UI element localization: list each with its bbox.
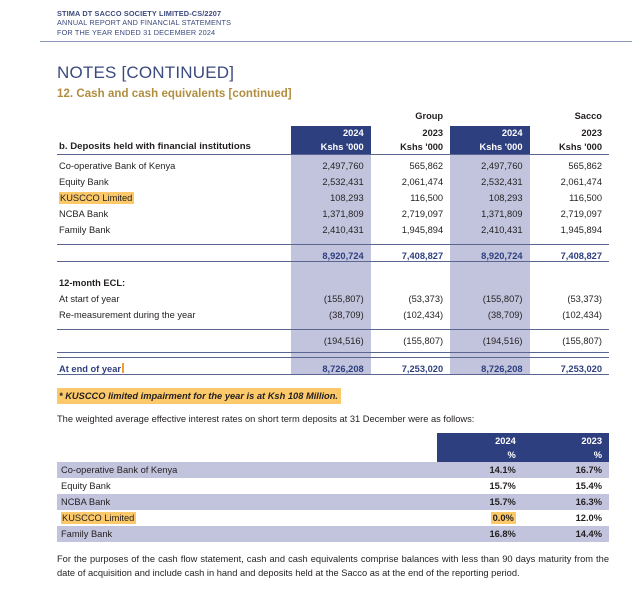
spacer-row — [57, 235, 609, 245]
ecl-sacco-2023: (53,373) — [567, 293, 602, 304]
spacer-cell — [57, 261, 291, 271]
ecl-caption-blank-2 — [530, 271, 609, 288]
kuscco-rate-highlight: 0.0% — [492, 513, 514, 524]
rates-row-2023: 15.4% — [523, 478, 609, 494]
ecl-row-label: Re-measurement during the year — [59, 309, 196, 320]
spacer-cell — [57, 235, 291, 245]
rates-row — [57, 494, 609, 510]
row-label: Family Bank — [59, 224, 111, 235]
spacer-row — [57, 320, 609, 330]
sacco-2024-units: Kshs '000 — [450, 140, 529, 155]
spacer-cell — [371, 320, 450, 330]
table-year-header-row — [57, 126, 609, 140]
row-group-2023: 1,945,894 — [401, 224, 444, 235]
year-header-blank — [57, 126, 291, 140]
ecl-subtotal-label — [57, 329, 291, 346]
row-group-2023: 116,500 — [410, 192, 444, 203]
ecl-subtotal-sacco-2024: (194,516) — [450, 329, 529, 346]
row-group-2023: 2,719,097 — [401, 208, 444, 219]
rates-row-2023: 12.0% — [523, 510, 609, 526]
subtotal-sacco-2024: 8,920,724 — [450, 244, 529, 261]
rates-row — [57, 526, 609, 542]
ecl-sacco-2024: (38,709) — [450, 304, 529, 320]
ecl-row-label: At start of year — [59, 293, 120, 304]
end-of-year-sacco-2023: 7,253,020 — [530, 357, 609, 374]
row-sacco-2023: 2,061,474 — [560, 176, 602, 187]
row-group-2024: 2,497,760 — [291, 154, 370, 171]
spacer-cell — [371, 261, 450, 271]
rates-row-2023: 16.3% — [523, 494, 609, 510]
rates-2023-unit: % — [523, 448, 609, 462]
rates-row-2024: 14.1% — [437, 462, 523, 478]
ecl-caption: 12-month ECL: — [59, 277, 126, 288]
rates-row-label: Family Bank — [57, 526, 437, 542]
row-sacco-2024: 2,410,431 — [450, 219, 529, 235]
spacer-cell — [57, 320, 291, 330]
rates-row-label: Equity Bank — [57, 478, 437, 494]
spacer-cell — [530, 261, 609, 271]
row-group-2024: 2,410,431 — [291, 219, 370, 235]
row-label — [57, 187, 291, 203]
rates-header-blank — [57, 433, 437, 448]
table-row-kuscco — [57, 187, 609, 203]
page-title: NOTES [CONTINUED] — [57, 62, 235, 82]
row-group-2023: 2,061,474 — [401, 176, 444, 187]
ecl-group-2024: (155,807) — [291, 288, 370, 304]
rates-2023-year: 2023 — [523, 433, 609, 448]
table-row — [57, 203, 609, 219]
rates-row-2023: 16.7% — [523, 462, 609, 478]
note-subtitle: 12. Cash and cash equivalents [continued] — [57, 87, 292, 100]
rates-row — [57, 478, 609, 494]
spacer-cell-tint — [450, 261, 529, 271]
spacer-cell — [371, 235, 450, 245]
closing-paragraph: For the purposes of the cash flow statement, cash and cash equivalents comprise balances with less than 90 days maturity from the date of acquisition and include cash in hand and deposits held at the Sacco as at the end of the reporting period. — [57, 554, 609, 578]
group-label: Group — [415, 110, 444, 121]
spacer-cell — [530, 320, 609, 330]
spacer-cell — [530, 235, 609, 245]
superheader-spacer-3 — [450, 111, 529, 126]
rates-row-2024: 15.7% — [437, 478, 523, 494]
rates-unit-header-row — [57, 448, 609, 462]
group-2023-units: Kshs '000 — [371, 140, 450, 155]
kuscco-highlight: KUSCCO Limited — [60, 192, 133, 203]
ecl-caption-tint — [291, 271, 370, 288]
subtotal-label — [57, 244, 291, 261]
row-group-2024: 2,532,431 — [291, 171, 370, 187]
spacer-cell-tint — [291, 261, 370, 271]
deposits-table — [57, 111, 609, 375]
subtotal-sacco-2023: 7,408,827 — [530, 244, 609, 261]
ecl-subtotal-group-2023: (155,807) — [371, 329, 450, 346]
rates-row-label: NCBA Bank — [57, 494, 437, 510]
rates-2024-unit: % — [437, 448, 523, 462]
header-report-title: ANNUAL REPORT AND FINANCIAL STATEMENTS — [57, 18, 232, 28]
row-label: Equity Bank — [59, 176, 109, 187]
rates-row-label — [57, 510, 437, 526]
ecl-subtotal-row — [57, 329, 609, 346]
end-of-year-group-2024: 8,726,208 — [291, 357, 370, 374]
row-label: NCBA Bank — [59, 208, 109, 219]
ecl-sacco-2023: (102,434) — [562, 309, 602, 320]
row-sacco-2024: 2,497,760 — [450, 154, 529, 171]
ecl-sacco-2024: (155,807) — [450, 288, 529, 304]
ecl-group-2023: (102,434) — [403, 309, 444, 320]
running-header — [57, 0, 609, 37]
spacer-cell-tint — [291, 235, 370, 245]
table-units-header-row — [57, 140, 609, 155]
spacer-cell-tint — [450, 235, 529, 245]
kuscco-impairment-footnote: * KUSCCO limited impairment for the year is at Ksh 108 Million. — [57, 388, 341, 404]
row-sacco-2024: 108,293 — [450, 187, 529, 203]
rates-row-label: Co-operative Bank of Kenya — [57, 462, 437, 478]
group-2024-year: 2024 — [291, 126, 370, 140]
row-sacco-2023: 1,945,894 — [560, 224, 602, 235]
end-of-year-group-2023: 7,253,020 — [371, 357, 450, 374]
table-row — [57, 219, 609, 235]
sacco-2023-units: Kshs '000 — [530, 140, 609, 155]
rates-row-2024 — [437, 510, 523, 526]
subtotal-group-2023: 7,408,827 — [371, 244, 450, 261]
kuscco-highlight: KUSCCO Limited — [62, 513, 135, 524]
deposits-section-label: b. Deposits held with financial institutions — [57, 140, 291, 155]
header-company: STIMA DT SACCO SOCIETY LIMITED-CS/2207 — [57, 9, 222, 18]
ecl-caption-row — [57, 271, 609, 288]
text-caret — [122, 363, 124, 373]
end-of-year-row — [57, 357, 609, 374]
deposits-subtotal-row — [57, 244, 609, 261]
ecl-group-2023: (53,373) — [408, 293, 444, 304]
rates-2024-year: 2024 — [437, 433, 523, 448]
rates-row-2024: 16.8% — [437, 526, 523, 542]
rates-row-2023: 14.4% — [523, 526, 609, 542]
spacer-row — [57, 261, 609, 271]
table-row — [57, 154, 609, 171]
rates-row-kuscco — [57, 510, 609, 526]
interest-rates-table — [57, 433, 609, 542]
table-row — [57, 171, 609, 187]
table-superheader-row — [57, 111, 609, 126]
row-group-2024: 108,293 — [291, 187, 370, 203]
ecl-row — [57, 288, 609, 304]
group-2023-year: 2023 — [422, 127, 444, 138]
row-sacco-2024: 2,532,431 — [450, 171, 529, 187]
rates-row — [57, 462, 609, 478]
spacer-cell-tint — [291, 320, 370, 330]
ecl-group-2024: (38,709) — [291, 304, 370, 320]
end-of-year-sacco-2024: 8,726,208 — [450, 357, 529, 374]
header-period: FOR THE YEAR ENDED 31 DECEMBER 2024 — [57, 27, 216, 37]
row-sacco-2024: 1,371,809 — [450, 203, 529, 219]
rates-row-2024: 15.7% — [437, 494, 523, 510]
ecl-subtotal-group-2024: (194,516) — [291, 329, 370, 346]
sacco-label: Sacco — [574, 110, 602, 121]
row-group-2024: 1,371,809 — [291, 203, 370, 219]
row-sacco-2023: 116,500 — [569, 192, 602, 203]
group-2024-units: Kshs '000 — [291, 140, 370, 155]
superheader-spacer — [57, 111, 291, 126]
row-group-2023: 565,862 — [409, 160, 444, 171]
row-label: Co-operative Bank of Kenya — [59, 160, 176, 171]
row-sacco-2023: 2,719,097 — [560, 208, 602, 219]
superheader-spacer-2 — [291, 111, 370, 126]
subtotal-group-2024: 8,920,724 — [291, 244, 370, 261]
spacer-cell-tint — [450, 320, 529, 330]
sacco-2024-year: 2024 — [450, 126, 529, 140]
rates-unit-blank — [57, 448, 437, 462]
ecl-caption-blank — [371, 271, 450, 288]
header-divider — [40, 41, 632, 42]
rates-year-header-row — [57, 433, 609, 448]
sacco-2023-year: 2023 — [581, 127, 602, 138]
ecl-subtotal-sacco-2023: (155,807) — [530, 329, 609, 346]
ecl-row — [57, 304, 609, 320]
row-sacco-2023: 565,862 — [568, 160, 602, 171]
ecl-caption-tint-2 — [450, 271, 529, 288]
rates-intro-paragraph: The weighted average effective interest rates on short term deposits at 31 December were as follows: — [57, 413, 475, 424]
end-of-year-label: At end of year — [57, 357, 291, 374]
